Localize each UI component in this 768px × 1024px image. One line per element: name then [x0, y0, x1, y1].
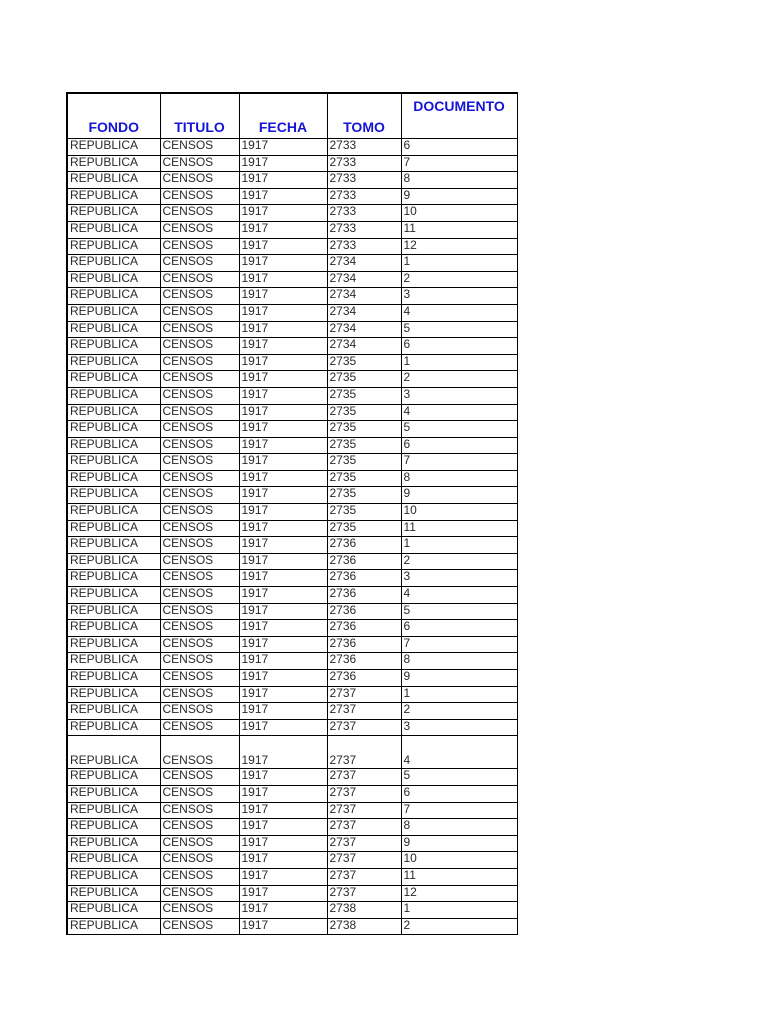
cell-tomo: 2735	[327, 504, 401, 521]
cell-fecha: 1917	[239, 437, 327, 454]
cell-fondo: REPUBLICA	[67, 205, 160, 222]
cell-fecha: 1917	[239, 686, 327, 703]
cell-tomo: 2736	[327, 603, 401, 620]
cell-fondo: REPUBLICA	[67, 769, 160, 786]
cell-titulo: CENSOS	[160, 504, 239, 521]
cell-documento: 8	[401, 470, 517, 487]
cell-documento: 6	[401, 139, 517, 156]
cell-fondo: REPUBLICA	[67, 785, 160, 802]
cell-tomo: 2733	[327, 238, 401, 255]
cell-fecha: 1917	[239, 736, 327, 769]
column-header-fecha: FECHA	[239, 93, 327, 139]
cell-titulo: CENSOS	[160, 454, 239, 471]
cell-fondo: REPUBLICA	[67, 338, 160, 355]
table-row	[67, 487, 517, 504]
table-row	[67, 172, 517, 189]
cell-fondo: REPUBLICA	[67, 421, 160, 438]
cell-fecha: 1917	[239, 238, 327, 255]
cell-fecha: 1917	[239, 454, 327, 471]
cell-fecha: 1917	[239, 918, 327, 935]
cell-titulo: CENSOS	[160, 769, 239, 786]
cell-tomo: 2735	[327, 487, 401, 504]
cell-titulo: CENSOS	[160, 288, 239, 305]
cell-fondo: REPUBLICA	[67, 271, 160, 288]
table-row	[67, 868, 517, 885]
cell-documento: 11	[401, 868, 517, 885]
cell-fecha: 1917	[239, 587, 327, 604]
cell-fondo: REPUBLICA	[67, 918, 160, 935]
cell-fondo: REPUBLICA	[67, 636, 160, 653]
cell-tomo: 2737	[327, 703, 401, 720]
cell-fondo: REPUBLICA	[67, 470, 160, 487]
cell-fondo: REPUBLICA	[67, 188, 160, 205]
cell-titulo: CENSOS	[160, 387, 239, 404]
cell-titulo: CENSOS	[160, 802, 239, 819]
table-row	[67, 802, 517, 819]
cell-documento: 5	[401, 603, 517, 620]
table-row	[67, 769, 517, 786]
table-row	[67, 338, 517, 355]
cell-documento: 6	[401, 785, 517, 802]
cell-titulo: CENSOS	[160, 371, 239, 388]
cell-tomo: 2734	[327, 271, 401, 288]
table-row	[67, 603, 517, 620]
cell-tomo: 2737	[327, 719, 401, 736]
cell-fecha: 1917	[239, 271, 327, 288]
cell-documento: 2	[401, 918, 517, 935]
cell-tomo: 2736	[327, 620, 401, 637]
cell-tomo: 2733	[327, 172, 401, 189]
cell-tomo: 2735	[327, 421, 401, 438]
table-row	[67, 835, 517, 852]
table-row	[67, 387, 517, 404]
cell-tomo: 2737	[327, 835, 401, 852]
cell-titulo: CENSOS	[160, 570, 239, 587]
table-row	[67, 238, 517, 255]
cell-tomo: 2737	[327, 686, 401, 703]
cell-documento: 10	[401, 504, 517, 521]
cell-fondo: REPUBLICA	[67, 885, 160, 902]
table-row	[67, 670, 517, 687]
table-row	[67, 686, 517, 703]
table-row	[67, 354, 517, 371]
cell-fecha: 1917	[239, 172, 327, 189]
table-row	[67, 636, 517, 653]
cell-titulo: CENSOS	[160, 487, 239, 504]
cell-tomo: 2738	[327, 902, 401, 919]
cell-fecha: 1917	[239, 387, 327, 404]
cell-tomo: 2733	[327, 139, 401, 156]
cell-tomo: 2734	[327, 288, 401, 305]
cell-fondo: REPUBLICA	[67, 620, 160, 637]
cell-documento: 5	[401, 769, 517, 786]
cell-documento: 11	[401, 221, 517, 238]
cell-documento: 3	[401, 719, 517, 736]
cell-fecha: 1917	[239, 769, 327, 786]
cell-fecha: 1917	[239, 653, 327, 670]
cell-titulo: CENSOS	[160, 603, 239, 620]
cell-documento: 1	[401, 354, 517, 371]
cell-fecha: 1917	[239, 868, 327, 885]
table-row	[67, 188, 517, 205]
table-row	[67, 470, 517, 487]
cell-fondo: REPUBLICA	[67, 139, 160, 156]
column-header-documento: DOCUMENTO	[401, 93, 517, 139]
cell-documento: 7	[401, 636, 517, 653]
cell-titulo: CENSOS	[160, 537, 239, 554]
cell-documento: 9	[401, 670, 517, 687]
cell-tomo: 2735	[327, 387, 401, 404]
cell-fecha: 1917	[239, 221, 327, 238]
cell-tomo: 2734	[327, 304, 401, 321]
cell-titulo: CENSOS	[160, 139, 239, 156]
cell-documento: 4	[401, 736, 517, 769]
table-row	[67, 537, 517, 554]
cell-fecha: 1917	[239, 835, 327, 852]
cell-titulo: CENSOS	[160, 653, 239, 670]
cell-documento: 3	[401, 570, 517, 587]
cell-documento: 8	[401, 819, 517, 836]
table-row	[67, 421, 517, 438]
cell-fecha: 1917	[239, 537, 327, 554]
table-row	[67, 321, 517, 338]
cell-fecha: 1917	[239, 570, 327, 587]
cell-documento: 7	[401, 155, 517, 172]
cell-documento: 1	[401, 686, 517, 703]
table-row	[67, 221, 517, 238]
cell-tomo: 2737	[327, 736, 401, 769]
cell-titulo: CENSOS	[160, 703, 239, 720]
cell-fecha: 1917	[239, 155, 327, 172]
table-row	[67, 570, 517, 587]
cell-tomo: 2733	[327, 155, 401, 172]
cell-fondo: REPUBLICA	[67, 537, 160, 554]
cell-titulo: CENSOS	[160, 819, 239, 836]
cell-fondo: REPUBLICA	[67, 487, 160, 504]
cell-tomo: 2736	[327, 670, 401, 687]
cell-documento: 9	[401, 487, 517, 504]
cell-tomo: 2737	[327, 769, 401, 786]
cell-fecha: 1917	[239, 504, 327, 521]
cell-fecha: 1917	[239, 703, 327, 720]
cell-documento: 3	[401, 288, 517, 305]
cell-fondo: REPUBLICA	[67, 802, 160, 819]
cell-documento: 7	[401, 454, 517, 471]
cell-fondo: REPUBLICA	[67, 703, 160, 720]
cell-titulo: CENSOS	[160, 205, 239, 222]
column-header-tomo: TOMO	[327, 93, 401, 139]
cell-fecha: 1917	[239, 487, 327, 504]
records-table	[66, 92, 518, 935]
header-row	[67, 93, 517, 139]
table-row	[67, 703, 517, 720]
cell-tomo: 2734	[327, 321, 401, 338]
cell-fecha: 1917	[239, 885, 327, 902]
table-row	[67, 736, 517, 769]
cell-titulo: CENSOS	[160, 321, 239, 338]
cell-fondo: REPUBLICA	[67, 819, 160, 836]
cell-tomo: 2735	[327, 371, 401, 388]
cell-titulo: CENSOS	[160, 785, 239, 802]
cell-titulo: CENSOS	[160, 902, 239, 919]
cell-titulo: CENSOS	[160, 553, 239, 570]
cell-fondo: REPUBLICA	[67, 868, 160, 885]
table-row	[67, 902, 517, 919]
cell-fondo: REPUBLICA	[67, 587, 160, 604]
cell-titulo: CENSOS	[160, 918, 239, 935]
table-row	[67, 918, 517, 935]
cell-documento: 2	[401, 371, 517, 388]
cell-titulo: CENSOS	[160, 404, 239, 421]
cell-titulo: CENSOS	[160, 470, 239, 487]
table-row	[67, 653, 517, 670]
table-row	[67, 288, 517, 305]
cell-fecha: 1917	[239, 719, 327, 736]
table-header	[67, 93, 517, 139]
cell-tomo: 2734	[327, 255, 401, 272]
cell-fondo: REPUBLICA	[67, 653, 160, 670]
table-row	[67, 520, 517, 537]
cell-tomo: 2736	[327, 537, 401, 554]
cell-fecha: 1917	[239, 321, 327, 338]
cell-titulo: CENSOS	[160, 188, 239, 205]
cell-fondo: REPUBLICA	[67, 354, 160, 371]
cell-titulo: CENSOS	[160, 354, 239, 371]
cell-fecha: 1917	[239, 785, 327, 802]
cell-documento: 1	[401, 255, 517, 272]
cell-tomo: 2736	[327, 570, 401, 587]
cell-fecha: 1917	[239, 255, 327, 272]
cell-titulo: CENSOS	[160, 255, 239, 272]
cell-fecha: 1917	[239, 205, 327, 222]
cell-fecha: 1917	[239, 520, 327, 537]
cell-fecha: 1917	[239, 553, 327, 570]
cell-fecha: 1917	[239, 802, 327, 819]
cell-fecha: 1917	[239, 470, 327, 487]
cell-documento: 6	[401, 620, 517, 637]
cell-documento: 12	[401, 885, 517, 902]
cell-titulo: CENSOS	[160, 670, 239, 687]
cell-fondo: REPUBLICA	[67, 902, 160, 919]
cell-titulo: CENSOS	[160, 338, 239, 355]
cell-fecha: 1917	[239, 620, 327, 637]
cell-titulo: CENSOS	[160, 221, 239, 238]
cell-tomo: 2738	[327, 918, 401, 935]
cell-tomo: 2735	[327, 354, 401, 371]
cell-titulo: CENSOS	[160, 885, 239, 902]
cell-tomo: 2734	[327, 338, 401, 355]
cell-fondo: REPUBLICA	[67, 736, 160, 769]
cell-documento: 6	[401, 437, 517, 454]
table-row	[67, 255, 517, 272]
cell-titulo: CENSOS	[160, 835, 239, 852]
cell-tomo: 2737	[327, 802, 401, 819]
cell-fecha: 1917	[239, 304, 327, 321]
cell-tomo: 2737	[327, 885, 401, 902]
cell-fondo: REPUBLICA	[67, 371, 160, 388]
cell-titulo: CENSOS	[160, 421, 239, 438]
cell-documento: 4	[401, 304, 517, 321]
cell-documento: 3	[401, 387, 517, 404]
cell-documento: 8	[401, 653, 517, 670]
cell-titulo: CENSOS	[160, 852, 239, 869]
cell-tomo: 2737	[327, 868, 401, 885]
cell-titulo: CENSOS	[160, 437, 239, 454]
table-row	[67, 620, 517, 637]
cell-fecha: 1917	[239, 852, 327, 869]
cell-titulo: CENSOS	[160, 719, 239, 736]
cell-titulo: CENSOS	[160, 736, 239, 769]
table-row	[67, 885, 517, 902]
cell-documento: 7	[401, 802, 517, 819]
cell-tomo: 2735	[327, 404, 401, 421]
cell-fondo: REPUBLICA	[67, 570, 160, 587]
cell-documento: 5	[401, 321, 517, 338]
cell-documento: 2	[401, 703, 517, 720]
cell-fondo: REPUBLICA	[67, 504, 160, 521]
cell-titulo: CENSOS	[160, 304, 239, 321]
cell-fondo: REPUBLICA	[67, 155, 160, 172]
cell-fondo: REPUBLICA	[67, 172, 160, 189]
cell-fondo: REPUBLICA	[67, 304, 160, 321]
table-row	[67, 371, 517, 388]
table-row	[67, 437, 517, 454]
cell-tomo: 2737	[327, 785, 401, 802]
cell-tomo: 2736	[327, 653, 401, 670]
cell-titulo: CENSOS	[160, 271, 239, 288]
cell-documento: 9	[401, 188, 517, 205]
cell-fecha: 1917	[239, 371, 327, 388]
cell-tomo: 2735	[327, 454, 401, 471]
table-row	[67, 304, 517, 321]
cell-documento: 10	[401, 205, 517, 222]
cell-fondo: REPUBLICA	[67, 670, 160, 687]
cell-fecha: 1917	[239, 338, 327, 355]
cell-tomo: 2735	[327, 520, 401, 537]
cell-fondo: REPUBLICA	[67, 520, 160, 537]
cell-tomo: 2735	[327, 470, 401, 487]
cell-tomo: 2736	[327, 636, 401, 653]
cell-titulo: CENSOS	[160, 620, 239, 637]
cell-fondo: REPUBLICA	[67, 221, 160, 238]
cell-fondo: REPUBLICA	[67, 321, 160, 338]
cell-titulo: CENSOS	[160, 172, 239, 189]
cell-fondo: REPUBLICA	[67, 288, 160, 305]
cell-documento: 12	[401, 238, 517, 255]
cell-titulo: CENSOS	[160, 238, 239, 255]
cell-titulo: CENSOS	[160, 155, 239, 172]
cell-documento: 10	[401, 852, 517, 869]
cell-fecha: 1917	[239, 139, 327, 156]
table-row	[67, 205, 517, 222]
cell-tomo: 2733	[327, 188, 401, 205]
cell-fondo: REPUBLICA	[67, 603, 160, 620]
cell-fecha: 1917	[239, 819, 327, 836]
cell-fecha: 1917	[239, 288, 327, 305]
cell-tomo: 2733	[327, 221, 401, 238]
cell-fondo: REPUBLICA	[67, 238, 160, 255]
cell-fondo: REPUBLICA	[67, 835, 160, 852]
cell-tomo: 2736	[327, 587, 401, 604]
table-row	[67, 719, 517, 736]
cell-documento: 9	[401, 835, 517, 852]
cell-fondo: REPUBLICA	[67, 686, 160, 703]
cell-tomo: 2737	[327, 852, 401, 869]
cell-fecha: 1917	[239, 670, 327, 687]
cell-fondo: REPUBLICA	[67, 719, 160, 736]
table-row	[67, 852, 517, 869]
table-row	[67, 819, 517, 836]
table-row	[67, 553, 517, 570]
cell-tomo: 2735	[327, 437, 401, 454]
cell-documento: 4	[401, 404, 517, 421]
cell-titulo: CENSOS	[160, 587, 239, 604]
table-row	[67, 785, 517, 802]
cell-fondo: REPUBLICA	[67, 387, 160, 404]
cell-titulo: CENSOS	[160, 868, 239, 885]
table-row	[67, 404, 517, 421]
cell-fecha: 1917	[239, 354, 327, 371]
cell-fecha: 1917	[239, 603, 327, 620]
table-row	[67, 454, 517, 471]
table-row	[67, 271, 517, 288]
cell-fondo: REPUBLICA	[67, 255, 160, 272]
cell-fecha: 1917	[239, 421, 327, 438]
cell-fondo: REPUBLICA	[67, 553, 160, 570]
table-body	[67, 139, 517, 935]
cell-titulo: CENSOS	[160, 636, 239, 653]
cell-documento: 11	[401, 520, 517, 537]
cell-documento: 6	[401, 338, 517, 355]
table-row	[67, 504, 517, 521]
cell-documento: 4	[401, 587, 517, 604]
cell-documento: 2	[401, 271, 517, 288]
cell-fecha: 1917	[239, 188, 327, 205]
column-header-fondo: FONDO	[67, 93, 160, 139]
cell-documento: 1	[401, 537, 517, 554]
cell-titulo: CENSOS	[160, 520, 239, 537]
cell-documento: 5	[401, 421, 517, 438]
cell-fondo: REPUBLICA	[67, 404, 160, 421]
cell-fecha: 1917	[239, 902, 327, 919]
cell-fondo: REPUBLICA	[67, 454, 160, 471]
column-header-titulo: TITULO	[160, 93, 239, 139]
cell-documento: 8	[401, 172, 517, 189]
table-row	[67, 155, 517, 172]
table-row	[67, 587, 517, 604]
cell-fecha: 1917	[239, 636, 327, 653]
cell-titulo: CENSOS	[160, 686, 239, 703]
cell-documento: 1	[401, 902, 517, 919]
cell-fecha: 1917	[239, 404, 327, 421]
cell-documento: 2	[401, 553, 517, 570]
cell-tomo: 2737	[327, 819, 401, 836]
cell-fondo: REPUBLICA	[67, 437, 160, 454]
table-row	[67, 139, 517, 156]
cell-tomo: 2733	[327, 205, 401, 222]
cell-fondo: REPUBLICA	[67, 852, 160, 869]
cell-tomo: 2736	[327, 553, 401, 570]
